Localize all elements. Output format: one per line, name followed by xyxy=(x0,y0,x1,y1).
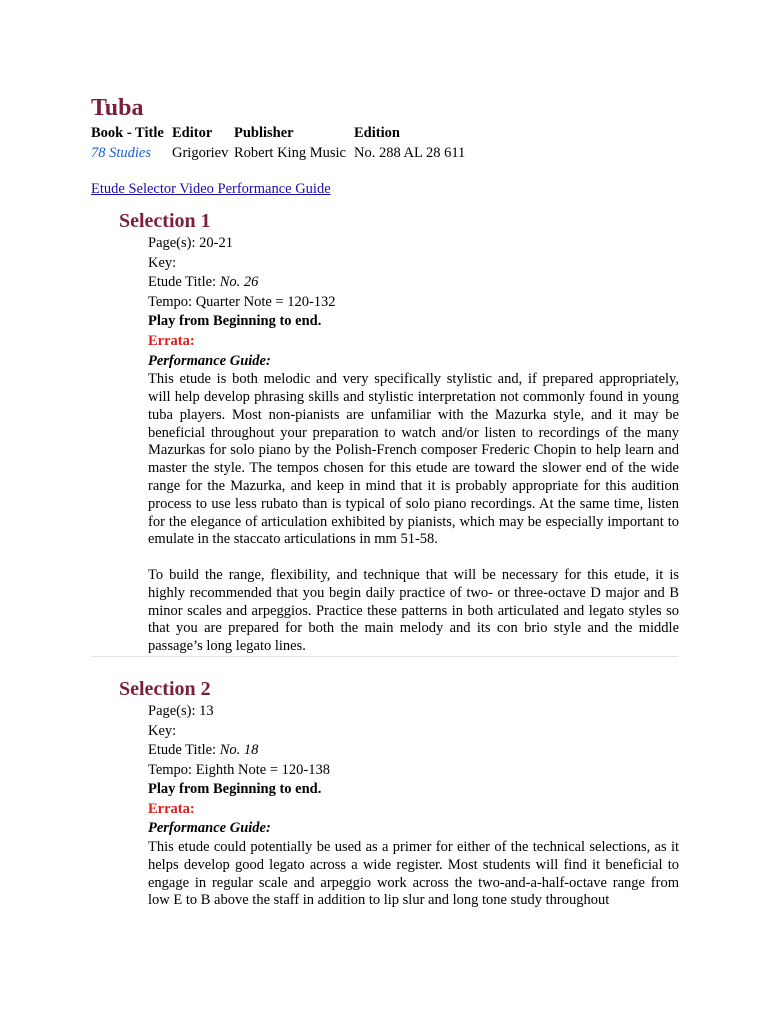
guide-paragraph: To build the range, flexibility, and technique that will be necessary for this etude, it is highly recommended that you begin daily practice of two- or three-octave D major and B minor scales and arpeggios. Practice these patterns in both articulated and legato styles so that you are prepared for both the main melody and its con brio style and the middle passage’s long legato lines. xyxy=(148,566,679,655)
selection-details xyxy=(148,234,679,656)
tempo-line: Tempo: Quarter Note = 120-132 xyxy=(148,293,336,310)
instrument-title: Tuba xyxy=(91,95,144,121)
book-title-link[interactable]: 78 Studies xyxy=(91,145,152,161)
video-guide-link[interactable]: Etude Selector Video Performance Guide xyxy=(91,181,331,197)
pages-value: 13 xyxy=(199,702,214,719)
pages-line xyxy=(148,234,679,254)
header-book-title: Book - Title xyxy=(91,125,164,141)
etude-title-value: No. 18 xyxy=(219,742,259,759)
guide-paragraph: This etude could potentially be used as a primer for either of the technical selections, as it helps develop good legato across a wide register. Most students will find it beneficial to engage in regular scale and arpeggio work across the two-and-a-half-octave range from low E to B above the staff in addition to lip slur and long tone study throughout xyxy=(148,839,679,909)
key-line: Key: xyxy=(148,722,177,739)
guide-paragraph: This etude is both melodic and very specifically stylistic and, if prepared appropriately, will help develop phrasing skills and stylistic interpretation not commonly found in young tuba players. Most non-pianists are unfamiliar with the Mazurka style, and it may be beneficial throughout your preparation to watch and/or listen to recordings of the many Mazurkas for solo piano by the Polish-French composer Frederic Chopin to help learn and master the style. The tempos chosen for this etude are toward the slower end of the wide range for the Mazurka, and keep in mind that it is probably appropriate for this audition process to use less rubato than is typical of solo piano recordings. At the same time, listen for the elegance of articulation exhibited by pianists, which may be especially important to emulate in the staccato articulations in mm 51-58. xyxy=(148,371,679,548)
play-instruction: Play from Beginning to end. xyxy=(148,313,322,330)
selection-heading: Selection 1 xyxy=(119,210,211,232)
tempo-line: Tempo: Eighth Note = 120-138 xyxy=(148,761,330,778)
etude-title-line xyxy=(148,273,679,293)
selection-1 xyxy=(119,208,679,656)
performance-guide-label: Performance Guide: xyxy=(148,820,271,837)
etude-title-label: Etude Title: xyxy=(148,274,220,291)
selection-2 xyxy=(119,676,679,910)
selection-heading: Selection 2 xyxy=(119,677,211,700)
book-edition: No. 288 AL 28 611 xyxy=(354,145,466,161)
section-divider xyxy=(91,656,678,657)
etude-title-label: Etude Title: xyxy=(148,742,220,759)
errata-label: Errata: xyxy=(148,332,195,349)
document-page xyxy=(91,94,679,910)
play-instruction: Play from Beginning to end. xyxy=(148,781,322,798)
errata-label: Errata: xyxy=(148,800,195,817)
performance-guide-label: Performance Guide: xyxy=(148,352,271,369)
pages-label: Page(s): xyxy=(148,235,200,251)
etude-title-line xyxy=(148,741,679,761)
book-table-row xyxy=(91,145,679,165)
selection-details xyxy=(148,702,679,910)
header-publisher: Publisher xyxy=(234,125,294,141)
header-edition: Edition xyxy=(354,125,400,141)
pages-value: 20-21 xyxy=(199,235,233,251)
book-table-header xyxy=(91,125,679,145)
book-publisher: Robert King Music xyxy=(234,145,346,161)
key-line: Key: xyxy=(148,254,177,271)
pages-line xyxy=(148,702,679,722)
pages-label: Page(s): xyxy=(148,702,200,719)
book-editor: Grigoriev xyxy=(172,145,229,161)
etude-title-value: No. 26 xyxy=(219,274,259,291)
header-editor: Editor xyxy=(172,125,213,141)
